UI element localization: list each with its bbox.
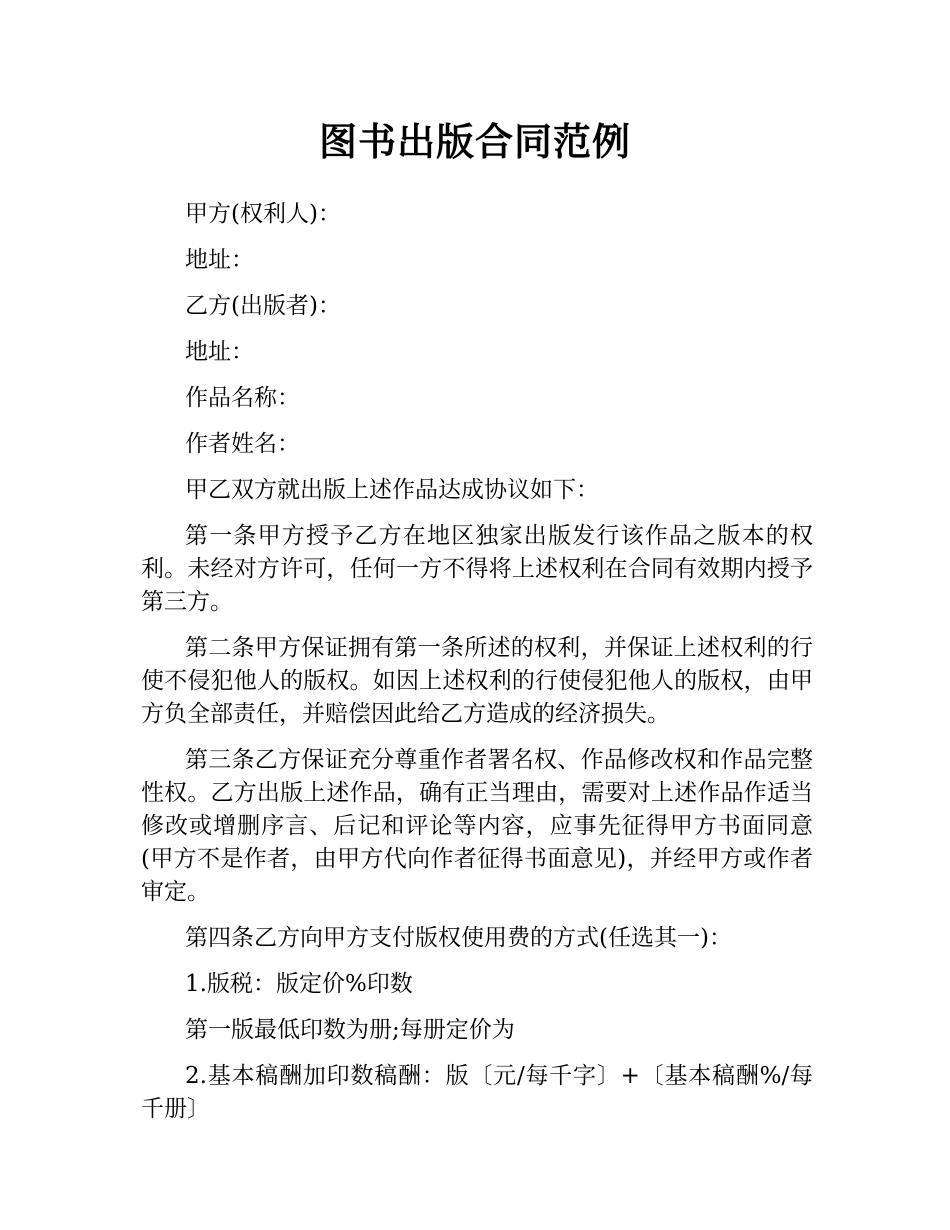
party-a-line: 甲方(权利人)：	[185, 201, 341, 227]
party-a-address-line: 地址：	[185, 247, 254, 273]
party-b-address-line: 地址：	[185, 339, 254, 365]
work-title-line: 作品名称：	[185, 385, 300, 411]
article-3: 第三条乙方保证充分尊重作者署名权、作品修改权和作品完整性权。乙方出版上述作品，确有正当理由，需要对上述作品作适当修改或增删序言、后记和评论等内容，应事先征得甲方书面同意(甲方不是作者，由甲方代向作者征得书面意见)，并经甲方或作者审定。	[141, 747, 813, 905]
party-b-line: 乙方(出版者)：	[185, 293, 341, 319]
agreement-intro: 甲乙双方就出版上述作品达成协议如下：	[185, 477, 599, 503]
payment-option-1: 1.版税：版定价%印数	[185, 971, 413, 997]
payment-option-2: 2.基本稿酬加印数稿酬：版〔元/每千字〕+〔基本稿酬%/每千册〕	[141, 1063, 813, 1122]
article-2: 第二条甲方保证拥有第一条所述的权利，并保证上述权利的行使不侵犯他人的版权。如因上述权利的行使侵犯他人的版权，由甲方负全部责任，并赔偿因此给乙方造成的经济损失。	[141, 635, 813, 727]
author-name-line: 作者姓名：	[185, 431, 300, 457]
document-title: 图书出版合同范例	[318, 120, 631, 164]
first-edition-line: 第一版最低印数为册;每册定价为	[185, 1017, 515, 1043]
article-1: 第一条甲方授予乙方在地区独家出版发行该作品之版本的权利。未经对方许可，任何一方不得将上述权利在合同有效期内授予第三方。	[141, 523, 813, 615]
document-body	[141, 198, 813, 1139]
article-4: 第四条乙方向甲方支付版权使用费的方式(任选其一)：	[185, 925, 732, 951]
